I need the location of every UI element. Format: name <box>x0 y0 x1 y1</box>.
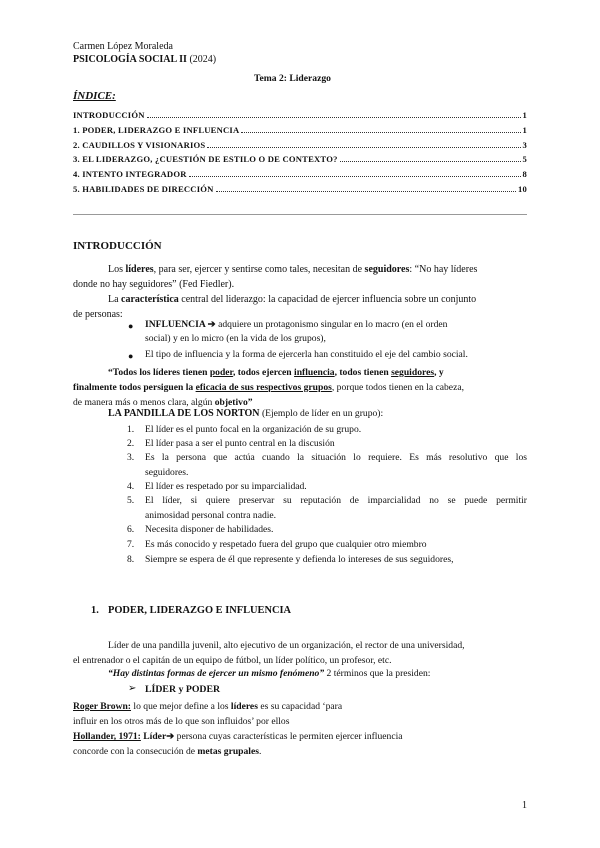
list-item: El líder es respetado por su imparcialidad. <box>145 481 307 492</box>
toc-entry-page: 10 <box>518 184 527 194</box>
list-item: seguidores. <box>145 466 189 478</box>
section1-heading: PODER, LIDERAZGO E INFLUENCIA <box>108 605 292 616</box>
toc-entry-label: 5. HABILIDADES DE DIRECCIÓN <box>73 184 214 194</box>
list-item: El líder es el punto focal en la organización de su grupo. <box>145 424 362 435</box>
list-item: Es más conocido y respetado fuera del grupo que cualquier otro miembro <box>145 539 427 550</box>
toc-title: ÍNDICE: <box>73 90 116 102</box>
toc-entry-label: INTRODUCCIÓN <box>73 110 145 120</box>
norton-gang-heading: LA PANDILLA DE LOS NORTON (Ejemplo de líder en un grupo): <box>108 408 384 419</box>
list-number: 8. <box>127 554 135 565</box>
bullet-influence-type: El tipo de influencia y la forma de ejercerla han constituido el eje del cambio social. <box>145 349 468 360</box>
toc-entry[interactable] <box>73 110 527 120</box>
list-item: El líder, si quiere preservar su reputación de imparcialidad no se puede permitir <box>145 495 527 506</box>
intro-paragraph-2: La característica central del liderazgo: la capacidad de ejercer influencia sobre un conjunto de personas: <box>73 294 477 320</box>
hollander-definition: Hollander, 1971: Líder➔ persona cuyas características le permiten ejercer influencia concorde con la consecución de metas grupales. <box>73 731 403 757</box>
arrow-bullet-icon: ➢ <box>128 683 137 694</box>
list-number: 5. <box>127 495 135 506</box>
toc-entry[interactable] <box>73 154 527 164</box>
toc-entry-page: 8 <box>522 169 527 179</box>
section1-paragraph-1: Líder de una pandilla juvenil, alto ejecutivo de un organización, el rector de una universidad, el entrenador o el capitán de un equipo de fútbol, un líder político, un profesor, etc. <box>73 640 465 666</box>
toc-entry[interactable] <box>73 140 527 150</box>
leaders-quote: “Todos los líderes tienen poder, todos ejercen influencia, todos tienen seguidores, y finalmente todos persiguen la eficacia de sus respectivos grupos, porque todos tienen en la cabeza, de manera más o menos clara, algún objetivo” <box>73 367 464 408</box>
list-number: 6. <box>127 524 135 535</box>
toc-entry-label: 1. PODER, LIDERAZGO E INFLUENCIA <box>73 125 240 135</box>
divider <box>73 214 527 215</box>
leader-power-item: LÍDER y PODER <box>145 684 221 695</box>
list-item: Necesita disponer de habilidades. <box>145 524 274 535</box>
toc-leader-dots <box>189 175 521 177</box>
list-number: 7. <box>127 539 135 550</box>
toc-entry[interactable] <box>73 125 527 135</box>
page-number: 1 <box>522 800 527 811</box>
toc-entry-label: 2. CAUDILLOS Y VISIONARIOS <box>73 140 206 150</box>
list-item: animosidad personal contra nadie. <box>145 509 277 521</box>
list-item: El líder pasa a ser el punto central en la discusión <box>145 438 335 449</box>
bullet-dot: ● <box>128 321 134 331</box>
toc-leader-dots <box>241 131 520 133</box>
topic-title: Tema 2: Liderazgo <box>254 73 331 84</box>
toc-entry-page: 5 <box>522 154 527 164</box>
section1-number: 1. <box>91 605 99 616</box>
list-item: Siempre se espera de él que represente y defienda lo intereses de sus seguidores, <box>145 554 454 565</box>
list-number: 3. <box>127 452 135 463</box>
list-number: 4. <box>127 481 135 492</box>
toc-entry-page: 1 <box>522 125 527 135</box>
toc-entry[interactable] <box>73 169 527 179</box>
list-item: Es la persona que actúa cuando la situación lo requiere. Es más resolutivo que los <box>145 452 527 463</box>
author-name: Carmen López Moraleda <box>73 41 173 52</box>
section1-paragraph-2: “Hay distintas formas de ejercer un mismo fenómeno” 2 términos que la presiden: <box>108 668 431 679</box>
list-number: 1. <box>127 424 135 435</box>
toc-entry-page: 3 <box>522 140 527 150</box>
course-title: PSICOLOGÍA SOCIAL II (2024) <box>73 54 217 65</box>
list-number: 2. <box>127 438 135 449</box>
toc-leader-dots <box>147 116 521 118</box>
toc-entry[interactable] <box>73 184 527 194</box>
toc-leader-dots <box>207 146 520 148</box>
bullet-influence: INFLUENCIA ➔ adquiere un protagonismo singular en lo macro (en el orden social) y en lo micro (en la vida de los grupos), <box>145 319 448 344</box>
bullet-dot: ● <box>128 351 134 361</box>
toc-leader-dots <box>340 160 521 162</box>
toc-entry-label: 3. EL LIDERAZGO, ¿CUESTIÓN DE ESTILO O DE CONTEXTO? <box>73 154 338 164</box>
toc-entry-page: 1 <box>522 110 527 120</box>
intro-paragraph-1: Los líderes, para ser, ejercer y sentirse como tales, necesitan de seguidores: “No hay líderes donde no hay seguidores” (Fed Fiedler). <box>73 264 478 290</box>
roger-brown-definition: Roger Brown: lo que mejor define a los líderes es su capacidad ‘para influir en los otros más de lo que son influidos’ por ellos <box>73 701 343 727</box>
intro-heading: INTRODUCCIÓN <box>73 240 162 252</box>
toc-leader-dots <box>216 190 516 192</box>
toc-entry-label: 4. INTENTO INTEGRADOR <box>73 169 187 179</box>
